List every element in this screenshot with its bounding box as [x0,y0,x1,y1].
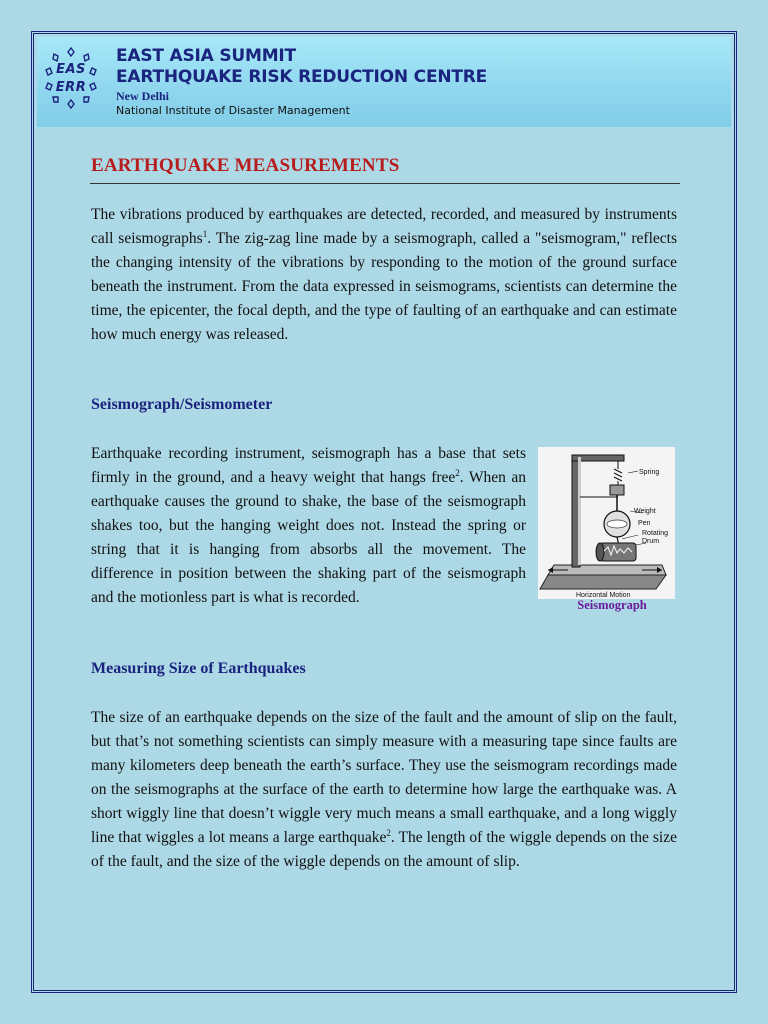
label-weight: Weight [634,508,656,515]
seismograph-diagram [538,447,675,599]
seismograph-text-1: Earthquake recording instrument, seismograph has a base that sets firmly in the ground, and a heavy weight that hangs free [91,445,526,486]
footnote-ref: 2 [455,467,460,478]
page-title: EARTHQUAKE MEASUREMENTS [91,155,400,176]
label-pen: Pen [638,520,651,527]
label-drum: Drum [642,538,660,545]
measuring-text-2: . The length of the wiggle depends on the size of the fault, and the size of the wiggle depends on the amount of slip. [91,829,677,870]
section-heading-measuring: Measuring Size of Earthquakes [91,660,306,677]
seismograph-figure [538,447,675,599]
centre-name: EARTHQUAKE RISK REDUCTION CENTRE [116,67,488,87]
seismograph-text-2: . When an earthquake causes the ground to shake, the base of the seismograph shakes too, but the hanging weight does not. Instead the spring or string that it is hanging from absorbs all the movement. The difference in position between the shaking part of the seismograph and the motionless part is what is recorded. [91,469,526,606]
institute-name: National Institute of Disaster Management [116,104,350,117]
measuring-text-1: The size of an earthquake depends on the size of the fault and the amount of slip on the fault, but that’s not something scientists can simply measure with a measuring tape since faults are many kilometers deep beneath the earth’s surface. They use the seismogram recordings made on the seismographs at the surface of the earth to determine how large the earthquake was. A short wiggly line that doesn’t wiggle very much means a small earthquake, and a long wiggly line that wiggles a lot means a large earthquake [91,709,677,846]
title-divider [90,183,680,184]
footnote-ref: 1 [202,228,208,239]
intro-paragraph [91,203,677,347]
section-heading-seismograph: Seismograph/Seismometer [91,396,273,413]
org-name: EAST ASIA SUMMIT [116,46,296,66]
intro-text-2: . The zig-zag line made by a seismograph, called a "seismogram," reflects the changing intensity of the vibrations by responding to the motion of the ground surface beneath the instrument. From the data expressed in seismograms, scientists can determine the time, the epicenter, the focal depth, and the type of faulting of an earthquake and can estimate how much energy was released. [91,230,677,343]
seismograph-paragraph [91,442,526,610]
figure-caption: Seismograph [577,598,647,612]
label-horizontal-motion: Horizontal Motion [576,592,631,599]
label-spring: Spring [639,469,660,476]
measuring-paragraph [91,706,677,874]
logo-text-err: ERR [55,80,87,95]
intro-text-1: The vibrations produced by earthquakes are detected, recorded, and measured by instruments call seismographs [91,206,677,247]
footnote-ref: 2 [386,827,391,838]
label-rotating: Rotating [642,530,669,537]
location: New Delhi [116,89,169,103]
logo-text-eas: EAS [56,62,86,77]
